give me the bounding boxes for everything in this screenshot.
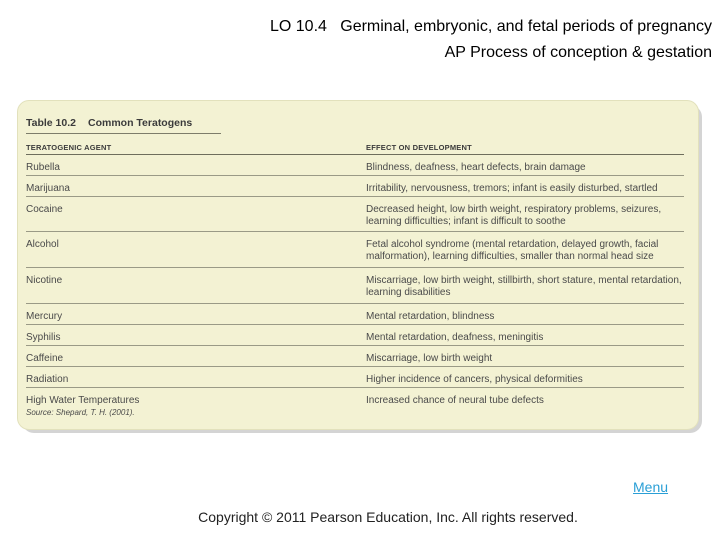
effect-cell: Miscarriage, low birth weight, stillbirth, short stature, mental retardation, learning disabilities <box>366 275 682 298</box>
caption-divider <box>26 133 221 134</box>
column-header-effect: EFFECT ON DEVELOPMENT <box>366 143 472 152</box>
effect-cell: Irritability, nervousness, tremors; infant is easily disturbed, startled <box>366 183 658 194</box>
agent-cell: Radiation <box>26 374 69 385</box>
table-caption <box>26 117 192 129</box>
effect-cell: Fetal alcohol syndrome (mental retardation, delayed growth, facial malformation), learning difficulties, smaller than normal head size <box>366 239 659 262</box>
effect-cell: Miscarriage, low birth weight <box>366 353 493 364</box>
agent-cell: Rubella <box>26 162 60 173</box>
table-body <box>26 155 684 408</box>
agent-cell: Syphilis <box>26 332 61 343</box>
slide-title-line-1: LO 10.4 Germinal, embryonic, and fetal periods of pregnancy <box>269 18 712 35</box>
column-header-agent: TERATOGENIC AGENT <box>26 143 112 152</box>
table-row <box>26 232 684 268</box>
copyright-notice: Copyright © 2011 Pearson Education, Inc. All rights reserved. <box>198 509 578 525</box>
table-row <box>26 268 684 304</box>
table-row <box>26 346 684 367</box>
effect-cell: Blindness, deafness, heart defects, brain damage <box>366 162 586 173</box>
table-row <box>26 304 684 325</box>
effect-cell: Decreased height, low birth weight, respiratory problems, seizures, learning difficulties; infant is difficult to soothe <box>366 204 662 227</box>
agent-cell: Alcohol <box>26 239 59 250</box>
table-row <box>26 197 684 232</box>
table-row <box>26 388 684 408</box>
effect-cell: Higher incidence of cancers, physical deformities <box>366 374 583 385</box>
agent-cell: High Water Temperatures <box>26 395 140 406</box>
teratogens-table-card <box>17 100 699 430</box>
table-row <box>26 325 684 346</box>
table-row <box>26 176 684 197</box>
table-source-note: Source: Shepard, T. H. (2001). <box>26 408 135 417</box>
agent-cell: Marijuana <box>26 183 70 194</box>
effect-cell: Mental retardation, blindness <box>366 311 495 322</box>
table-title: Common Teratogens <box>88 117 193 129</box>
agent-cell: Nicotine <box>26 275 63 286</box>
table-number: Table 10.2 <box>26 117 76 129</box>
slide-title-line-2: AP Process of conception & gestation <box>444 44 712 61</box>
agent-cell: Caffeine <box>26 353 64 364</box>
menu-link[interactable]: Menu <box>633 479 669 495</box>
table-row <box>26 367 684 388</box>
effect-cell: Mental retardation, deafness, meningitis <box>366 332 544 343</box>
effect-cell: Increased chance of neural tube defects <box>366 395 544 406</box>
slide-title <box>270 14 712 66</box>
table-row <box>26 155 684 176</box>
agent-cell: Mercury <box>26 311 63 322</box>
agent-cell: Cocaine <box>26 204 63 215</box>
